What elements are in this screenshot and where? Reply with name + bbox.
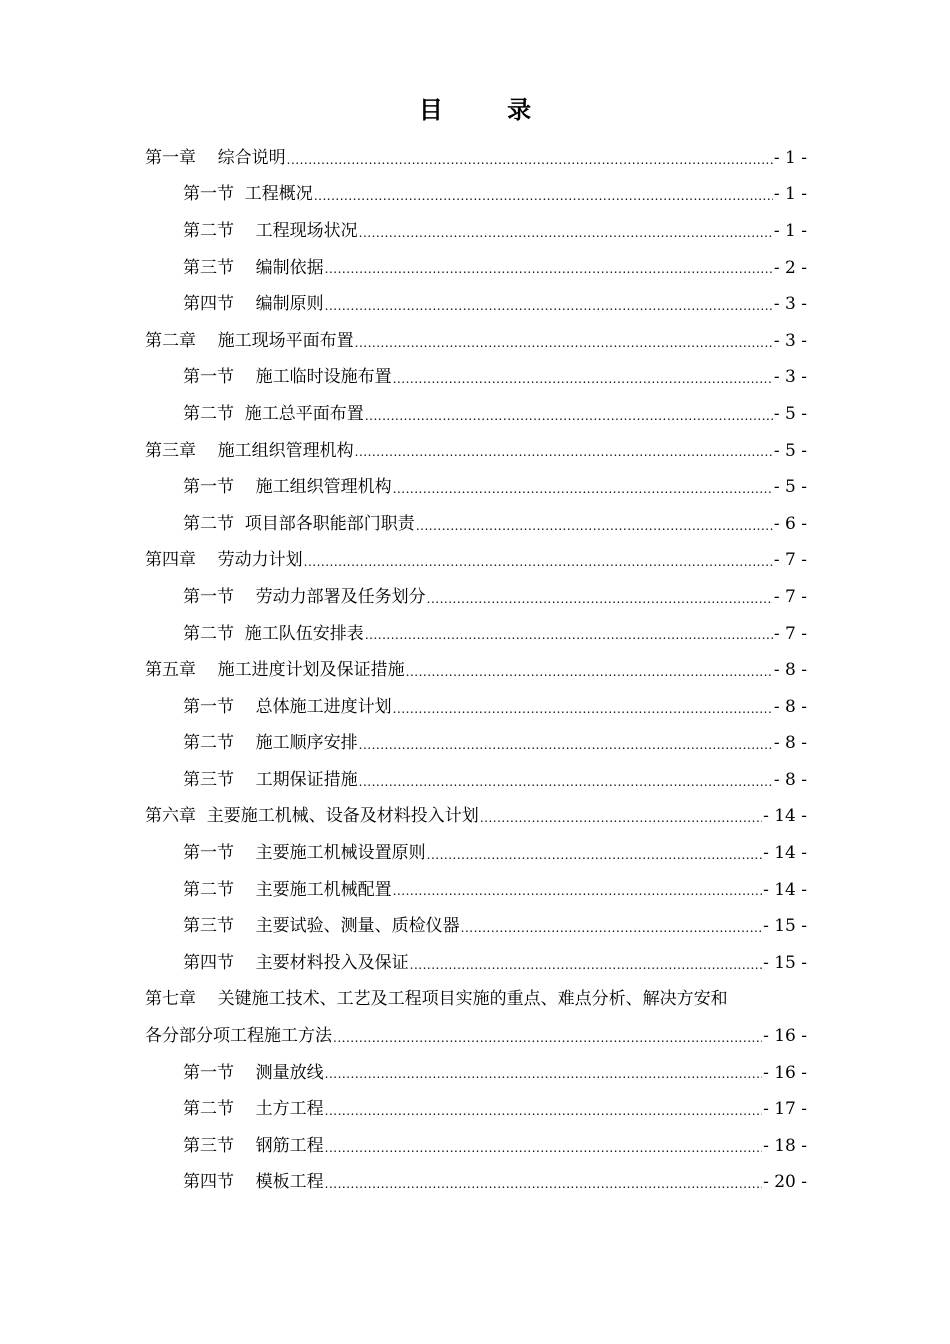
toc-section-entry[interactable]	[145, 1091, 807, 1128]
toc-entry-page: - 1 -	[773, 220, 807, 241]
toc-leader-dots	[406, 666, 773, 689]
toc-entry-label: 第一节 劳动力部署及任务划分	[183, 586, 426, 607]
toc-section-entry[interactable]	[145, 835, 807, 872]
toc-entry-label: 第七章 关键施工技术、工艺及工程项目实施的重点、难点分析、解决方安和	[145, 989, 728, 1010]
toc-entry-label: 第四节 主要材料投入及保证	[183, 952, 409, 973]
toc-entry-page: - 20 -	[763, 1172, 807, 1193]
toc-entry-page: - 6 -	[773, 513, 807, 534]
toc-section-entry[interactable]	[145, 689, 807, 726]
toc-entry-label: 各分部分项工程施工方法	[145, 1026, 332, 1047]
toc-entry-page: - 5 -	[773, 403, 807, 424]
toc-leader-dots	[393, 373, 773, 396]
toc-entry-label: 第三章 施工组织管理机构	[145, 440, 354, 461]
toc-entry-page: - 8 -	[773, 696, 807, 717]
toc-entry-page: - 1 -	[773, 184, 807, 205]
toc-entry-page: - 3 -	[773, 367, 807, 388]
toc-leader-dots	[393, 703, 773, 726]
toc-leader-dots	[355, 446, 773, 469]
toc-entry-label: 第一节 工程概况	[183, 184, 313, 205]
toc-entry-label: 第三节 工期保证措施	[183, 769, 358, 790]
toc-entry-label: 第二章 施工现场平面布置	[145, 330, 354, 351]
toc-entry-label: 第一节 主要施工机械设置原则	[183, 843, 426, 864]
toc-entry-label: 第二节 施工队伍安排表	[183, 623, 364, 644]
toc-chapter-entry[interactable]	[145, 433, 807, 470]
toc-section-entry[interactable]	[145, 1165, 807, 1202]
toc-entry-page: - 7 -	[773, 550, 807, 571]
toc-leader-dots	[325, 1178, 762, 1201]
toc-entry-page: - 14 -	[763, 879, 807, 900]
toc-entry-label: 第二节 施工顺序安排	[183, 733, 358, 754]
toc-section-entry[interactable]	[145, 469, 807, 506]
toc-section-entry[interactable]	[145, 250, 807, 287]
toc-leader-dots	[480, 812, 762, 835]
toc-chapter-entry[interactable]	[145, 543, 807, 580]
toc-entry-page: - 8 -	[773, 660, 807, 681]
toc-entry-label: 第四节 编制原则	[183, 294, 324, 315]
toc-leader-dots	[325, 1142, 762, 1165]
toc-section-entry[interactable]	[145, 506, 807, 543]
toc-section-entry[interactable]	[145, 872, 807, 909]
toc-section-entry[interactable]	[145, 908, 807, 945]
toc-entry-page: - 14 -	[763, 806, 807, 827]
toc-leader-dots	[393, 483, 773, 506]
toc-section-entry[interactable]	[145, 1055, 807, 1092]
toc-entry-page: - 3 -	[773, 294, 807, 315]
toc-chapter-entry[interactable]	[145, 799, 807, 836]
toc-entry-label: 第二节 施工总平面布置	[183, 403, 364, 424]
toc-section-entry[interactable]	[145, 1128, 807, 1165]
toc-section-entry[interactable]	[145, 360, 807, 397]
toc-entry-page: - 15 -	[763, 952, 807, 973]
toc-section-entry[interactable]	[145, 945, 807, 982]
toc-leader-dots	[325, 263, 773, 286]
toc-section-entry[interactable]	[145, 396, 807, 433]
toc-entry-page: - 7 -	[773, 623, 807, 644]
toc-leader-dots	[359, 776, 773, 799]
toc-leader-dots	[314, 190, 773, 213]
toc-section-entry[interactable]	[145, 726, 807, 763]
toc-entry-page: - 17 -	[763, 1099, 807, 1120]
toc-entry-label: 第五章 施工进度计划及保证措施	[145, 660, 405, 681]
toc-chapter-entry[interactable]	[145, 982, 807, 1019]
toc-entry-label: 第一节 总体施工进度计划	[183, 696, 392, 717]
toc-entry-label: 第三节 钢筋工程	[183, 1135, 324, 1156]
toc-leader-dots	[416, 520, 773, 543]
toc-entry-page: - 8 -	[773, 733, 807, 754]
toc-leader-dots	[365, 410, 773, 433]
toc-entry-label: 第一章 综合说明	[145, 147, 286, 168]
toc-entry-label: 第三节 主要试验、测量、质检仪器	[183, 916, 460, 937]
toc-section-entry[interactable]	[145, 616, 807, 653]
toc-leader-dots	[461, 922, 762, 945]
toc-section-entry[interactable]	[145, 579, 807, 616]
toc-entry-page: - 2 -	[773, 257, 807, 278]
toc-leader-dots	[325, 1105, 762, 1128]
toc-entry-page: - 3 -	[773, 330, 807, 351]
toc-section-entry[interactable]	[145, 762, 807, 799]
toc-entry-label: 第二节 主要施工机械配置	[183, 879, 392, 900]
toc-chapter-entry[interactable]	[145, 652, 807, 689]
toc-leader-dots	[333, 1032, 762, 1055]
toc-leader-dots	[325, 300, 773, 323]
toc-entry-page: - 16 -	[763, 1026, 807, 1047]
toc-leader-dots	[365, 629, 773, 652]
toc-entry-page: - 7 -	[773, 586, 807, 607]
toc-leader-dots	[304, 556, 773, 579]
toc-title: 目 录	[418, 95, 560, 124]
toc-leader-dots	[427, 849, 762, 872]
toc-section-entry[interactable]	[145, 213, 807, 250]
toc-entry-label: 第六章 主要施工机械、设备及材料投入计划	[145, 806, 479, 827]
toc-chapter-entry[interactable]	[145, 323, 807, 360]
toc-entry-page: - 16 -	[763, 1062, 807, 1083]
toc-entry-label: 第四节 模板工程	[183, 1172, 324, 1193]
toc-entry-page: - 1 -	[773, 147, 807, 168]
toc-entry-label: 第四章 劳动力计划	[145, 550, 303, 571]
toc-entry-page: - 8 -	[773, 769, 807, 790]
toc-leader-dots	[359, 739, 773, 762]
toc-leader-dots	[359, 227, 773, 250]
toc-leader-dots	[287, 154, 773, 177]
toc-leader-dots	[393, 885, 762, 908]
toc-leader-dots	[410, 959, 762, 982]
toc-entry-page: - 5 -	[773, 477, 807, 498]
toc-entry-label: 第二节 工程现场状况	[183, 220, 358, 241]
toc-entry-page: - 18 -	[763, 1135, 807, 1156]
table-of-contents	[145, 140, 807, 1201]
toc-leader-dots	[325, 1068, 762, 1091]
toc-section-entry[interactable]	[145, 177, 807, 214]
toc-leader-dots	[355, 337, 773, 360]
toc-entry-page: - 14 -	[763, 843, 807, 864]
toc-chapter-entry[interactable]	[145, 140, 807, 177]
toc-entry-page: - 15 -	[763, 916, 807, 937]
toc-entry-label: 第一节 测量放线	[183, 1062, 324, 1083]
toc-leader-dots	[427, 593, 773, 616]
toc-chapter-entry[interactable]	[145, 1018, 807, 1055]
toc-entry-label: 第一节 施工临时设施布置	[183, 367, 392, 388]
toc-entry-label: 第二节 项目部各职能部门职责	[183, 513, 415, 534]
toc-section-entry[interactable]	[145, 286, 807, 323]
toc-entry-label: 第二节 土方工程	[183, 1099, 324, 1120]
toc-entry-label: 第一节 施工组织管理机构	[183, 477, 392, 498]
toc-entry-page: - 5 -	[773, 440, 807, 461]
toc-entry-label: 第三节 编制依据	[183, 257, 324, 278]
